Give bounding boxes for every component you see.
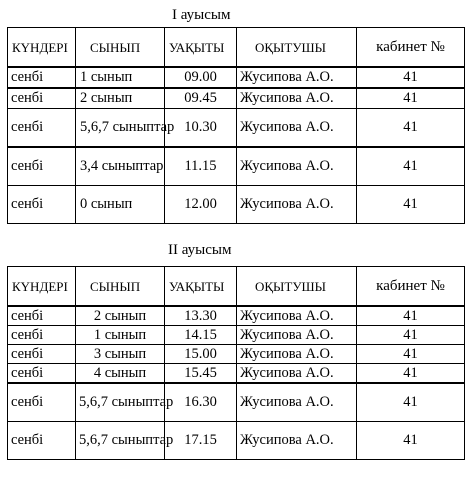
cell-day: сенбі [8, 186, 76, 224]
table-row [8, 326, 465, 345]
header-teacher: ОҚЫТУШЫ [237, 267, 357, 307]
header-time: УАҚЫТЫ [165, 28, 237, 68]
cell-time: 15.45 [165, 364, 237, 384]
cell-room: 41 [357, 88, 465, 109]
table-row [8, 383, 465, 422]
cell-room: 41 [357, 345, 465, 364]
cell-day: сенбі [8, 306, 76, 326]
cell-time: 10.30 [165, 109, 237, 148]
shift-1-schedule-table [7, 27, 465, 224]
header-day: КҮНДЕРІ [8, 267, 76, 307]
cell-class: 4 сынып [76, 364, 165, 384]
table-row [8, 147, 465, 186]
header-time: УАҚЫТЫ [165, 267, 237, 307]
cell-day: сенбі [8, 345, 76, 364]
cell-teacher: Жусипова А.О. [237, 67, 357, 88]
table-row [8, 306, 465, 326]
cell-time: 14.15 [165, 326, 237, 345]
header-room: кабинет № [357, 28, 465, 68]
header-room: кабинет № [357, 267, 465, 307]
cell-teacher: Жусипова А.О. [237, 88, 357, 109]
cell-teacher: Жусипова А.О. [237, 326, 357, 345]
cell-room: 41 [357, 109, 465, 148]
cell-room: 41 [357, 306, 465, 326]
cell-teacher: Жусипова А.О. [237, 364, 357, 384]
cell-time: 15.00 [165, 345, 237, 364]
header-teacher: ОҚЫТУШЫ [237, 28, 357, 68]
table-row [8, 422, 465, 460]
table-row [8, 67, 465, 88]
cell-class: 3 сынып [76, 345, 165, 364]
cell-class: 1 сынып [76, 67, 165, 88]
cell-day: сенбі [8, 67, 76, 88]
cell-time: 11.15 [165, 147, 237, 186]
table-row [8, 364, 465, 384]
cell-time: 17.15 [165, 422, 237, 460]
cell-time: 09.45 [165, 88, 237, 109]
cell-class: 2 сынып [76, 88, 165, 109]
cell-room: 41 [357, 326, 465, 345]
cell-day: сенбі [8, 364, 76, 384]
cell-room: 41 [357, 67, 465, 88]
cell-class: 5,6,7 сыныптар [76, 422, 165, 460]
cell-day: сенбі [8, 326, 76, 345]
cell-class: 5,6,7 сыныптар [76, 383, 165, 422]
cell-class: 5,6,7 сыныптар [76, 109, 165, 148]
cell-time: 13.30 [165, 306, 237, 326]
shift-2-title: II ауысым [168, 242, 232, 258]
cell-time: 09.00 [165, 67, 237, 88]
cell-teacher: Жусипова А.О. [237, 109, 357, 148]
cell-room: 41 [357, 422, 465, 460]
cell-time: 16.30 [165, 383, 237, 422]
cell-day: сенбі [8, 422, 76, 460]
table-row [8, 109, 465, 148]
cell-class: 2 сынып [76, 306, 165, 326]
table-row [8, 345, 465, 364]
cell-class: 1 сынып [76, 326, 165, 345]
cell-teacher: Жусипова А.О. [237, 422, 357, 460]
header-class: СЫНЫП [76, 28, 165, 68]
header-class: СЫНЫП [76, 267, 165, 307]
cell-room: 41 [357, 383, 465, 422]
cell-room: 41 [357, 186, 465, 224]
table-row [8, 88, 465, 109]
header-row [8, 28, 465, 68]
cell-teacher: Жусипова А.О. [237, 306, 357, 326]
cell-room: 41 [357, 364, 465, 384]
cell-day: сенбі [8, 383, 76, 422]
cell-day: сенбі [8, 147, 76, 186]
table-row [8, 186, 465, 224]
cell-day: сенбі [8, 88, 76, 109]
cell-time: 12.00 [165, 186, 237, 224]
header-row [8, 267, 465, 307]
cell-teacher: Жусипова А.О. [237, 345, 357, 364]
cell-teacher: Жусипова А.О. [237, 186, 357, 224]
cell-day: сенбі [8, 109, 76, 148]
shift-1-title: I ауысым [172, 7, 231, 23]
shift-2-schedule-table [7, 266, 465, 460]
cell-class: 3,4 сыныптар [76, 147, 165, 186]
cell-class: 0 сынып [76, 186, 165, 224]
header-day: КҮНДЕРІ [8, 28, 76, 68]
cell-room: 41 [357, 147, 465, 186]
cell-teacher: Жусипова А.О. [237, 383, 357, 422]
cell-teacher: Жусипова А.О. [237, 147, 357, 186]
